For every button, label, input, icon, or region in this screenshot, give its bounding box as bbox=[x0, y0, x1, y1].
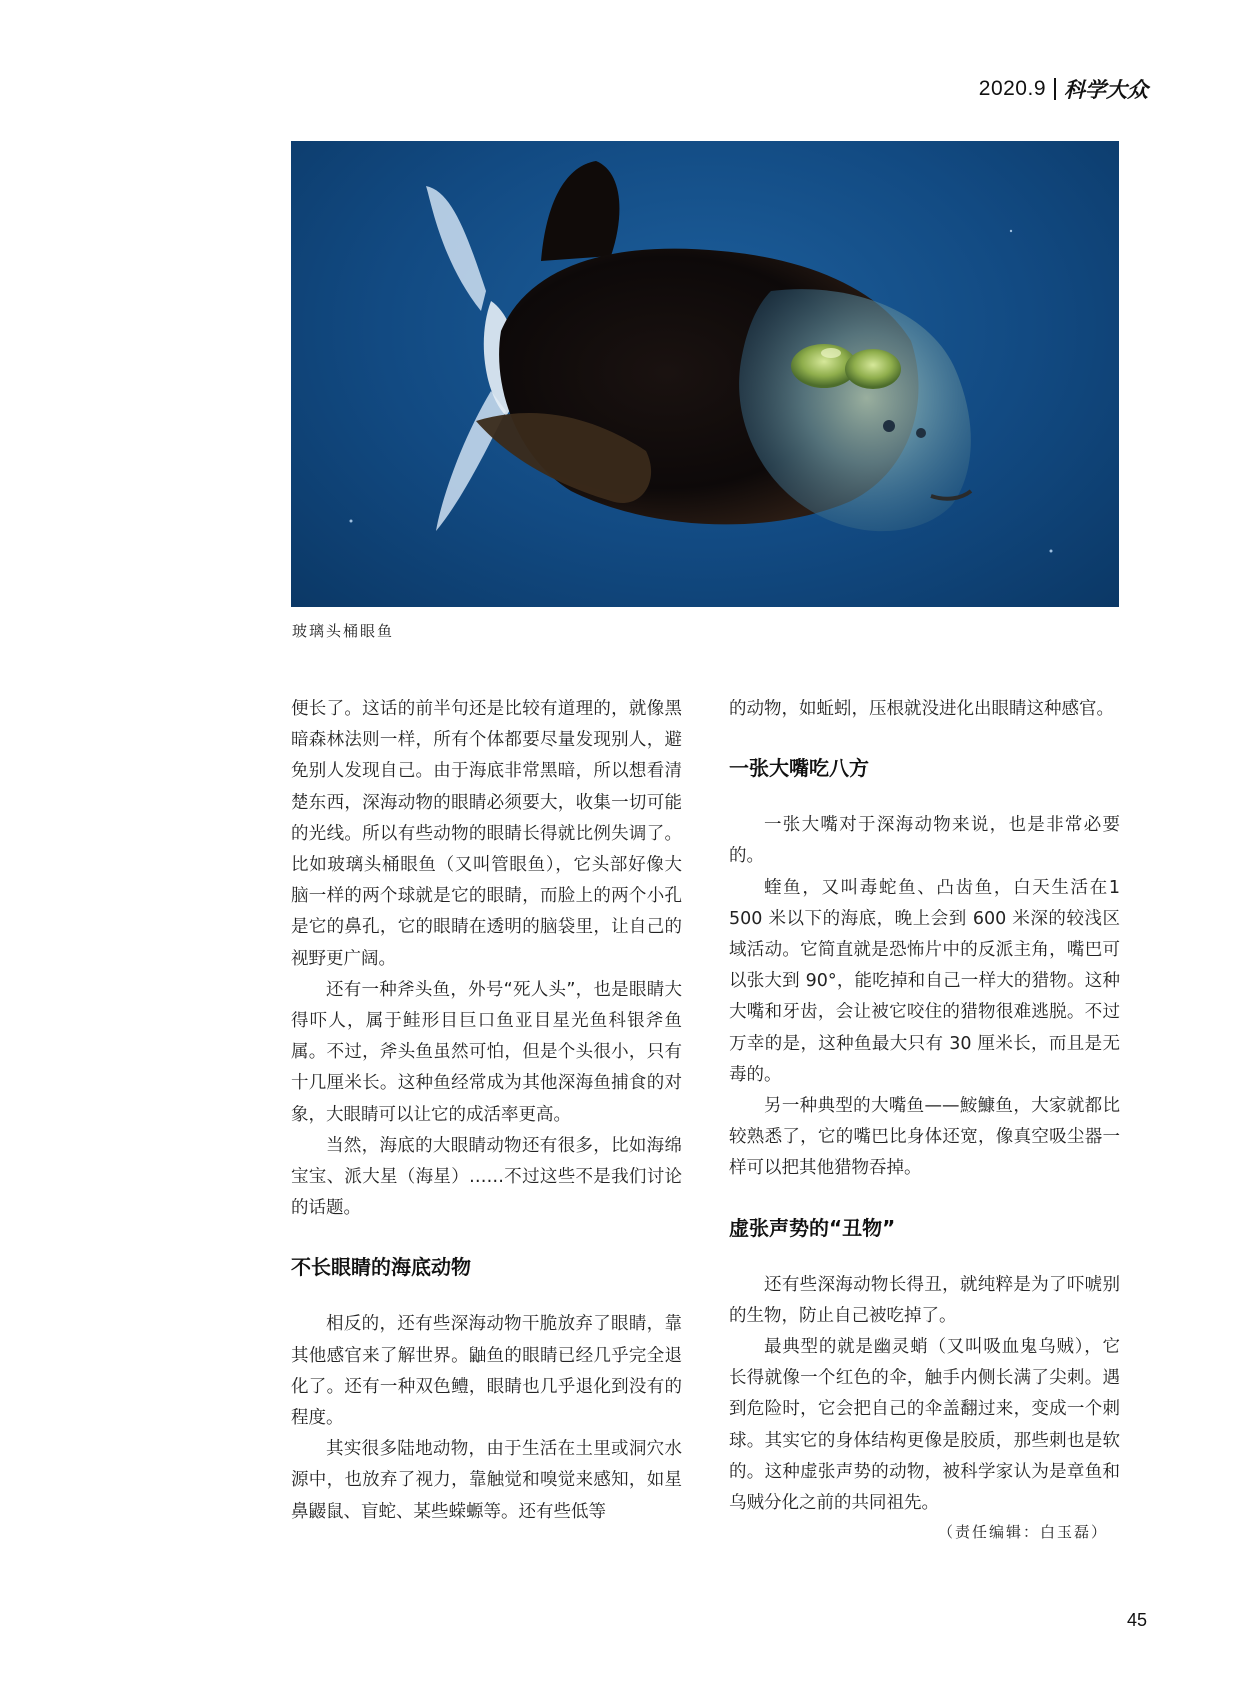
section-heading: 一张大嘴吃八方 bbox=[729, 756, 869, 781]
barreleye-fish-photo bbox=[291, 141, 1119, 607]
paragraph: 当然，海底的大眼睛动物还有很多，比如海绵宝宝、派大星（海星）……不过这些不是我们讨论的话题。 bbox=[291, 1135, 682, 1219]
paragraph: 另一种典型的大嘴鱼——鮟鱇鱼，大家就都比较熟悉了，它的嘴巴比身体还宽，像真空吸尘器一样可以把其他猎物吞掉。 bbox=[729, 1096, 1120, 1179]
header-divider bbox=[1054, 78, 1056, 100]
paragraph: 还有一种斧头鱼，外号“死人头”，也是眼睛大得吓人，属于鲑形目巨口鱼亚目星光鱼科银斧鱼属。不过，斧头鱼虽然可怕，但是个头很小，只有十几厘米长。这种鱼经常成为其他深海鱼捕食的对象，大眼睛可以让它的成活率更高。 bbox=[291, 979, 682, 1125]
magazine-name: 科学大众 bbox=[1064, 77, 1148, 102]
paragraph: 蝰鱼，又叫毒蛇鱼、凸齿鱼，白天生活在1 500 米以下的海底，晚上会到 600 米深的较浅区域活动。它简直就是恐怖片中的反派主角，嘴巴可以张大到 90°，能吃掉和自己一样大的猎物。这种大嘴和牙齿，会让被它咬住的猎物很难逃脱。不过万幸的是，这种鱼最大只有 30 厘米长，而且是无毒的。 bbox=[729, 877, 1120, 1085]
left-column bbox=[291, 694, 682, 1528]
paragraph: 最典型的就是幽灵蛸（又叫吸血鬼乌贼），它长得就像一个红色的伞，触手内侧长满了尖刺。遇到危险时，它会把自己的伞盖翻过来，变成一个刺球。其实它的身体结构更像是胶质，那些刺也是软的。这种虚张声势的动物，被科学家认为是章鱼和乌贼分化之前的共同祖先。 bbox=[729, 1337, 1120, 1514]
paragraph: 便长了。这话的前半句还是比较有道理的，就像黑暗森林法则一样，所有个体都要尽量发现别人，避免别人发现自己。由于海底非常黑暗，所以想看清楚东西，深海动物的眼睛必须要大，收集一切可能的光线。所以有些动物的眼睛长得就比例失调了。比如玻璃头桶眼鱼（又叫管眼鱼），它头部好像大脑一样的两个球就是它的眼睛，而脸上的两个小孔是它的鼻孔，它的眼睛在透明的脑袋里，让自己的视野更广阔。 bbox=[291, 699, 682, 969]
photo-caption: 玻璃头桶眼鱼 bbox=[292, 622, 395, 640]
paragraph: 相反的，还有些深海动物干脆放弃了眼睛，靠其他感官来了解世界。鼬鱼的眼睛已经几乎完全退化了。还有一种双色鳢，眼睛也几乎退化到没有的程度。 bbox=[291, 1314, 682, 1429]
section-heading: 不长眼睛的海底动物 bbox=[291, 1255, 471, 1280]
paragraph: 其实很多陆地动物，由于生活在土里或洞穴水源中，也放弃了视力，靠触觉和嗅觉来感知，如星鼻鼹鼠、盲蛇、某些蝾螈等。还有些低等 bbox=[291, 1439, 682, 1522]
paragraph: 还有些深海动物长得丑，就纯粹是为了吓唬别的生物，防止自己被吃掉了。 bbox=[729, 1274, 1120, 1326]
page-number: 45 bbox=[1126, 1610, 1147, 1630]
issue-date: 2020.9 bbox=[978, 77, 1046, 100]
paragraph: 一张大嘴对于深海动物来说，也是非常必要的。 bbox=[729, 815, 1120, 867]
editor-credit: （责任编辑：白玉磊） bbox=[937, 1523, 1108, 1542]
right-column bbox=[729, 694, 1120, 1542]
paragraph: 的动物，如蚯蚓，压根就没进化出眼睛这种感官。 bbox=[729, 699, 1114, 719]
page-header bbox=[979, 74, 1148, 104]
fish-illustration bbox=[291, 141, 1119, 607]
section-heading: 虚张声势的“丑物” bbox=[729, 1215, 896, 1240]
